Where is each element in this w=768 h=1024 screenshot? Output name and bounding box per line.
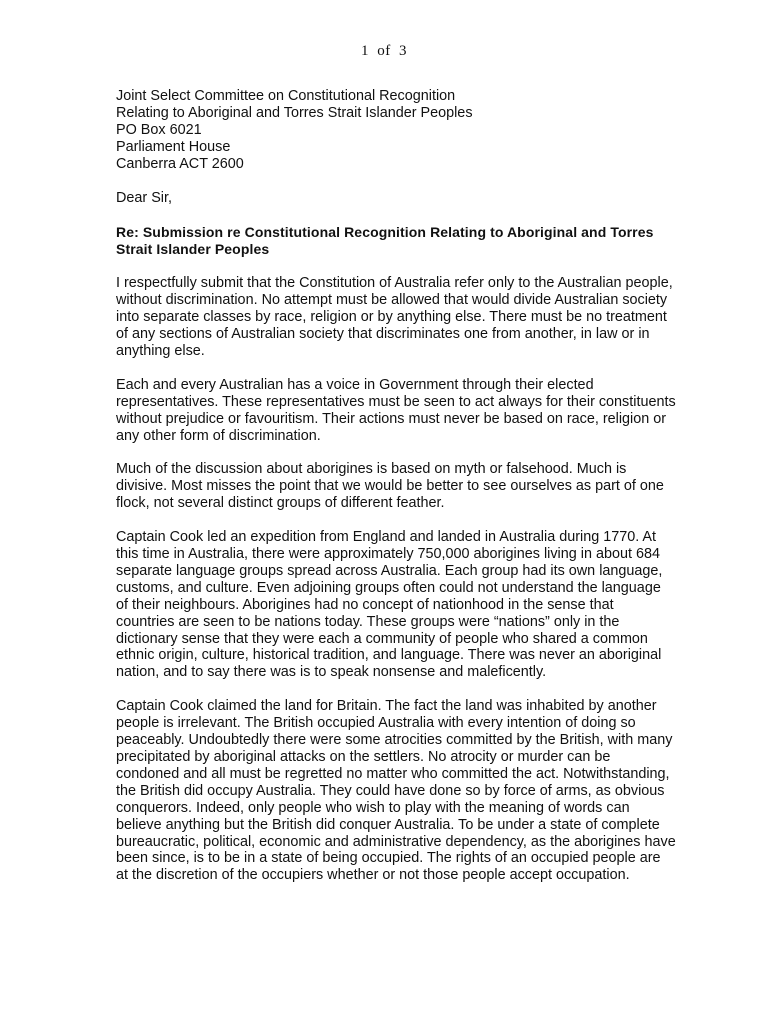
address-line-relating: Relating to Aboriginal and Torres Strait Islander Peoples [116, 104, 473, 121]
address-line-committee: Joint Select Committee on Constitutional Recognition [116, 88, 456, 104]
paragraph-1: I respectfully submit that the Constitution of Australia refer only to the Australian people, without discrimination. No attempt must be allowed that would divide Australian society into separate classes by race, religion or by anything else. There must be no treatment of any sections of Australian society that discriminates one from another, in law or in anything else. [116, 275, 673, 359]
paragraph-2: Each and every Australian has a voice in Government through their elected representatives. These representatives must be seen to act always for their constituents without prejudice or favouritism. Their actions must never be based on race, religion or any other form of discrimination. [116, 376, 676, 444]
paragraph-5: Captain Cook claimed the land for Britain. The fact the land was inhabited by another people is irrelevant. The British occupied Australia with every intention of doing so peaceably. Undoubtedly there were some atrocities committed by the British, with many precipitated by aboriginal attacks on the settlers. No atrocity or murder can be condoned and all must be regretted no matter who committed the act. Notwithstanding, the British did occupy Australia. They could have done so by force of arms, as obvious conquerors. Indeed, only people who wish to play with the meaning of words can believe anything but the British did conquer Australia. To be under a state of complete bureaucratic, political, economic and administrative dependency, as the aborigines have been since, is to be in a state of being occupied. The rights of an occupied people are at the discretion of the occupiers whether or not those people accept occupation. [116, 698, 676, 884]
paragraph-3: Much of the discussion about aborigines is based on myth or falsehood. Much is divisive. Most misses the point that we would be better to see ourselves as part of one flock, not several distinct groups of different feather. [116, 461, 664, 512]
recipient-address [116, 88, 676, 173]
address-line-po-box: PO Box 6021 [116, 121, 202, 138]
letter-body [116, 88, 676, 884]
salutation: Dear Sir, [116, 189, 172, 206]
address-line-parliament-house: Parliament House [116, 138, 231, 155]
page-number: 1 of 3 [361, 43, 407, 59]
address-line-city: Canberra ACT 2600 [116, 155, 244, 172]
subject-line: Re: Submission re Constitutional Recognition Relating to Aboriginal and Torres Strait Islander Peoples [116, 224, 654, 258]
paragraph-4: Captain Cook led an expedition from England and landed in Australia during 1770. At this time in Australia, there were approximately 750,000 aborigines living in about 684 separate language groups spread across Australia. Each group had its own language, customs, and culture. Even adjoining groups often could not understand the language of their neighbours. Aborigines had no concept of nationhood in the sense that countries are seen to be nations today. These groups were “nations” only in the dictionary sense that they were each a community of people who shared a common ethnic origin, culture, historical tradition, and language. There was never an aboriginal nation, and to say there was is to speak nonsense and maleficently. [116, 529, 663, 681]
